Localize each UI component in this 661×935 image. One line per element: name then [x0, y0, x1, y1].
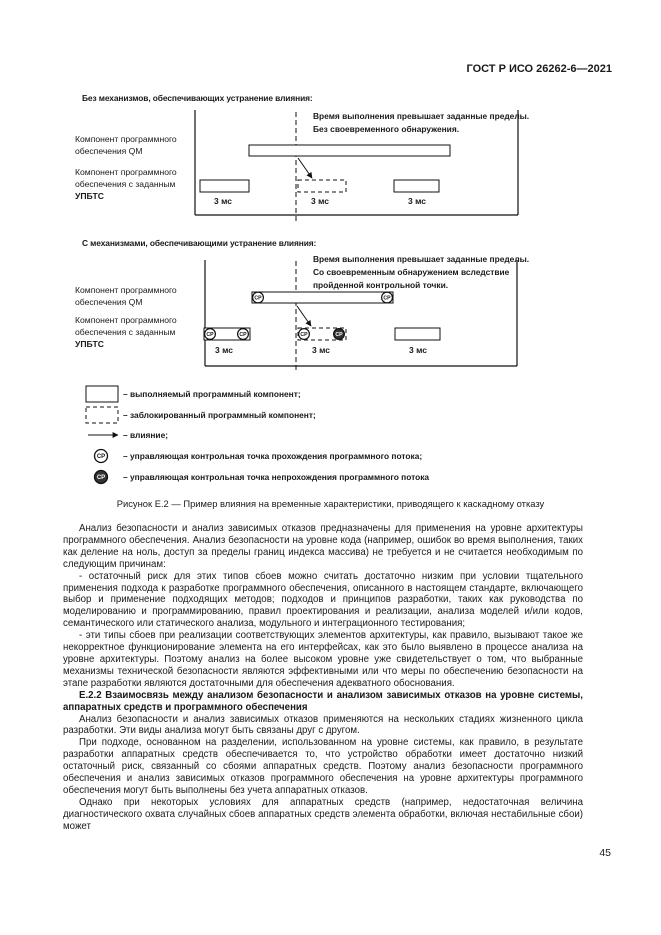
cp-not-passed-marker	[334, 329, 345, 340]
label-line: обеспечения с заданным	[75, 179, 176, 189]
cp-marker-text: CP	[383, 295, 391, 302]
top-row2-label	[75, 166, 177, 202]
bottom-diagram-note	[313, 253, 529, 292]
paragraph: Однако при некоторых условиях для аппаратных средств (например, недостаточная величина диагностического охвата случайных сбоев аппаратных средств элемента обработки, включая нестабильные сбои) может	[63, 796, 583, 832]
label-line: УПБТС	[75, 191, 104, 201]
cp-marker-text: CP	[300, 332, 308, 338]
legend-executed-text: – выполняемый программный компонент;	[123, 389, 301, 399]
bottom-row2-label	[75, 314, 177, 350]
top-asil-bar-1	[200, 180, 249, 192]
label-line: Компонент программного	[75, 167, 177, 177]
top-qm-component-bar	[249, 145, 450, 156]
top-note-line: Время выполнения превышает заданные пределы.	[313, 111, 530, 121]
cp-marker-text: CP	[335, 332, 343, 338]
paragraph: Анализ безопасности и анализ зависимых отказов применяются на нескольких стадиях жизненного цикла разработки. Эти виды анализа могут быть связаны друг с другом.	[63, 713, 583, 737]
paragraph: - эти типы сбоев при реализации соответствующих элементов архитектуры, как правило, вызывают такое же некорректное функционирование элемента на его интерфейсах, как это было выявлено в процессе анализа на уровне архитектуры. Поэтому анализ на более высоком уровне уже свидетельствует о том, что выбранные механизмы технической безопасности являются эффективными или что меры по обеспечению безопасности на этапе разработки являются достаточными для обеспечения адекватного обоснования.	[63, 630, 583, 689]
top-tick-label: 3 мс	[311, 196, 329, 206]
paragraph: При подходе, основанном на разделении, использованном на уровне системы, как правило, в результате разработки аппаратных средств обеспечивается то, что устройство обработки имеет достаточно низкий остаточный риск, связанный со сбоями аппаратных средств. Поэтому анализ безопасности программного обеспечения и анализ зависимых отказов программного обеспечения на уровне архитектуры программного обеспечения могут быть выполнены без учета аппаратных отказов.	[63, 737, 583, 796]
top-tick-label: 3 мс	[408, 196, 426, 206]
cp-marker-text: CP	[96, 454, 106, 461]
top-asil-bar-blocked	[298, 180, 346, 192]
label-line: Компонент программного	[75, 285, 177, 295]
bottom-tick-label: 3 мс	[409, 345, 427, 355]
label-line: Компонент программного	[75, 315, 177, 325]
label-line: обеспечения QM	[75, 297, 143, 307]
top-note-line: Без своевременного обнаружения.	[313, 124, 460, 134]
section-heading: Е.2.2 Взаимосвязь между анализом безопасности и анализом зависимых отказов на уровне системы, аппаратных средств и программного обеспечения	[63, 689, 583, 713]
top-row1-label	[75, 133, 177, 157]
cp-marker-text: CP	[206, 332, 214, 338]
legend-blocked-symbol	[86, 407, 118, 423]
bottom-qm-component-bar	[252, 292, 393, 303]
top-diagram-note	[313, 110, 529, 136]
page-number: 45	[599, 847, 611, 859]
label-line: обеспечения QM	[75, 146, 143, 156]
legend-cp-passed-text: – управляющая контрольная точка прохождения программного потока;	[123, 451, 423, 461]
paragraph: Анализ безопасности и анализ зависимых отказов предназначены для применения на уровне архитектуры программного обеспечения. Анализ безопасности на уровне кода (например, ошибок во время выполнения, таких как деление на ноль, доступ за пределы границ индекса массива) не требуется и не считается необходимым по следующим причинам:	[63, 523, 583, 570]
label-line: обеспечения с заданным	[75, 327, 176, 337]
cp-marker-text: CP	[254, 295, 262, 302]
bottom-row1-label	[75, 284, 177, 308]
legend-blocked-text: – заблокированный программный компонент;	[123, 410, 316, 420]
bottom-note-line: Со своевременным обнаружением вследствие	[313, 267, 510, 277]
paragraph: - остаточный риск для этих типов сбоев можно считать достаточно низким при условии тщательного применения подхода к разработке программного обеспечения, описанного в настоящем стандарте, включающего выбор и применение подходящих методов; подходов и принципов разработки, таких как руководства по моделированию и программированию, правил проектирования и реализации, анализа моделей и/или кодов, семантического или статического анализа, модульного и интеграционного тестирования;	[63, 570, 583, 630]
cp-passed-marker	[238, 329, 249, 340]
bottom-note-line: пройденной контрольной точки.	[313, 280, 449, 290]
cp-passed-marker	[382, 292, 393, 303]
legend-influence-text: – влияние;	[123, 430, 169, 440]
bottom-tick-label: 3 мс	[312, 345, 330, 355]
bottom-diagram-title: С механизмами, обеспечивающими устранение влияния:	[82, 238, 317, 248]
bottom-asil-bar-3	[395, 328, 440, 340]
cp-passed-marker	[205, 329, 216, 340]
legend-executed-symbol	[86, 386, 118, 402]
top-diagram-title: Без механизмов, обеспечивающих устранение влияния:	[82, 93, 313, 103]
top-tick-label: 3 мс	[214, 196, 232, 206]
cp-marker-text: CP	[96, 475, 106, 482]
label-line: Компонент программного	[75, 134, 177, 144]
legend-cp-not-passed-text: – управляющая контрольная точка непрохождения программного потока	[123, 472, 430, 482]
cp-passed-marker	[299, 329, 310, 340]
legend-cp-not-passed-symbol	[95, 471, 108, 484]
cp-marker-text: CP	[239, 332, 247, 338]
legend-cp-passed-symbol	[95, 450, 108, 463]
top-influence-arrow	[298, 158, 312, 178]
top-asil-bar-3	[394, 180, 439, 192]
bottom-influence-arrow	[297, 306, 311, 326]
label-line: УПБТС	[75, 339, 104, 349]
figure-caption: Рисунок Е.2 — Пример влияния на временные характеристики, приводящего к каскадному отказу	[116, 498, 545, 509]
standard-id: ГОСТ Р ИСО 26262-6—2021	[466, 63, 612, 75]
bottom-note-line: Время выполнения превышает заданные пределы.	[313, 254, 530, 264]
cp-passed-marker	[253, 292, 264, 303]
body-text	[63, 523, 583, 833]
bottom-tick-label: 3 мс	[215, 345, 233, 355]
